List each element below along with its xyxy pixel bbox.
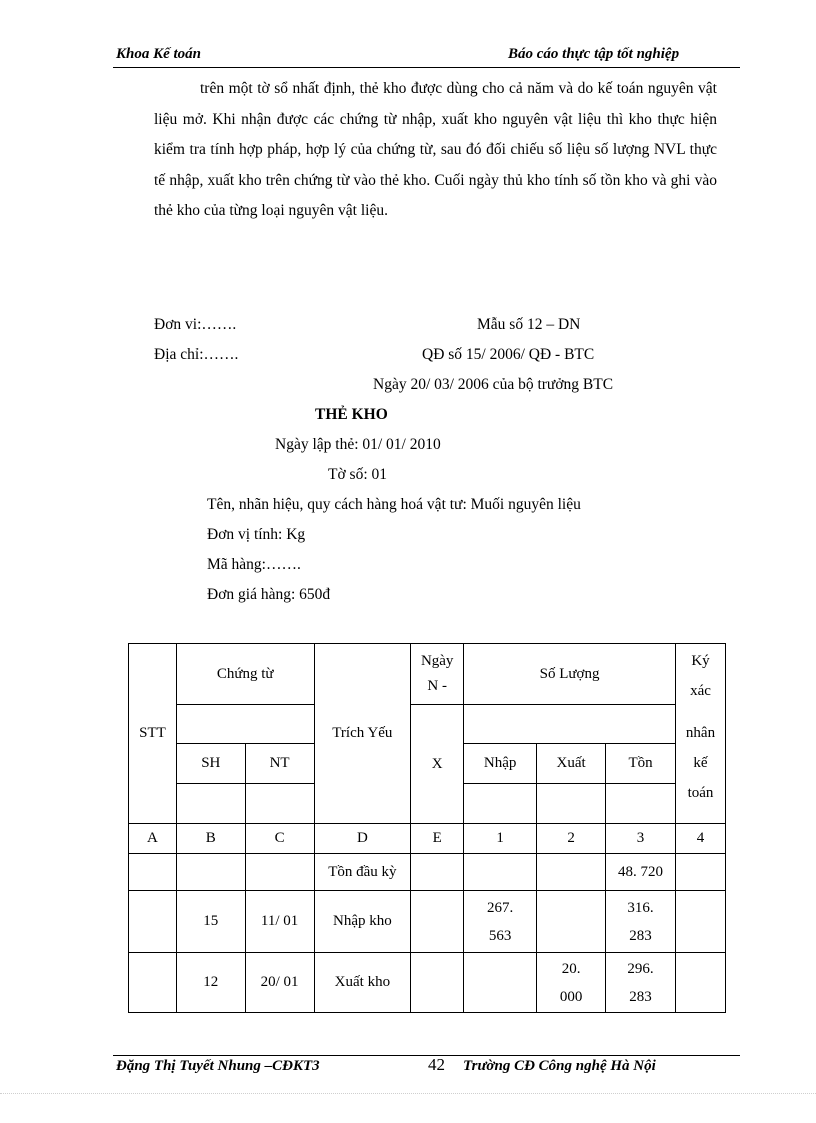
header-rule [113, 67, 740, 68]
cell-nhap [464, 953, 537, 1013]
form-address: Địa chỉ:……. [154, 346, 239, 363]
header-so-luong: Số Lượng [464, 644, 676, 705]
cell-date [411, 891, 464, 953]
page-title: THẺ KHO [315, 406, 388, 423]
cell-desc: Tồn đầu kỳ [314, 854, 411, 891]
table-row [129, 854, 726, 891]
header-blank-xuat [537, 784, 606, 824]
header-ky-line2: xác [690, 683, 711, 699]
header-trich-yeu: Trích Yếu [314, 644, 411, 824]
cell-nt: 20/ 01 [245, 953, 314, 1013]
code-cell: D [314, 824, 411, 854]
footer-right: Trường CĐ Công nghệ Hà Nội [463, 1058, 656, 1074]
code-cell: 1 [464, 824, 537, 854]
table-row [129, 953, 726, 1013]
code-cell: 4 [676, 824, 726, 854]
page-bottom-dotted-line [0, 1093, 816, 1094]
cell-xuat [537, 891, 606, 953]
form-template-no: Mẫu số 12 – DN [477, 316, 581, 333]
cell-sh: 12 [176, 953, 245, 1013]
header-blank-nt [245, 784, 314, 824]
header-ky-xac-nhan [676, 644, 726, 824]
code-cell: A [129, 824, 177, 854]
cell-nhap: 267. 563 [464, 891, 537, 953]
header-ngay-x: X [411, 705, 464, 824]
page-number: 42 [428, 1055, 445, 1074]
header-right: Báo cáo thực tập tốt nghiệp [508, 46, 680, 62]
cell-ton: 296. 283 [606, 953, 676, 1013]
header-left: Khoa Kế toán [116, 46, 202, 62]
cell-nt: 11/ 01 [245, 891, 314, 953]
form-item-name: Tên, nhãn hiệu, quy cách hàng hoá vật tư: Muối nguyên liệu [207, 496, 581, 513]
cell-ton: 48. 720 [606, 854, 676, 891]
header-ky-line1: Ký [691, 653, 710, 669]
cell-nhap [464, 854, 537, 891]
header-xuat: Xuất [537, 744, 606, 784]
code-cell: B [176, 824, 245, 854]
header-ngay-top [411, 644, 464, 705]
form-unit-price: Đơn giá hàng: 650đ [207, 586, 331, 603]
cell-ky [676, 854, 726, 891]
header-ton: Tồn [606, 744, 676, 784]
cell-xuat: 20. 000 [537, 953, 606, 1013]
cell-stt [129, 953, 177, 1013]
cell-stt [129, 854, 177, 891]
cell-sh [176, 854, 245, 891]
cell-desc: Nhập kho [314, 891, 411, 953]
code-row [129, 824, 726, 854]
cell-ky [676, 953, 726, 1013]
header-chung-tu: Chứng từ [176, 644, 314, 705]
header-ky-line3: nhân [685, 725, 716, 741]
header-ngay-line1: Ngày [420, 653, 454, 669]
header-stt: STT [129, 644, 177, 824]
table-row [129, 891, 726, 953]
code-cell: 2 [537, 824, 606, 854]
header-ngay-line2: N - [427, 678, 447, 694]
cell-nt [245, 854, 314, 891]
header-nhap: Nhập [464, 744, 537, 784]
cell-stt [129, 891, 177, 953]
header-blank-2 [464, 705, 676, 744]
header-blank-nhap [464, 784, 537, 824]
form-sheet-no: Tờ số: 01 [328, 466, 388, 483]
header-sh: SH [176, 744, 245, 784]
code-cell: 3 [606, 824, 676, 854]
cell-date [411, 854, 464, 891]
cell-xuat [537, 854, 606, 891]
form-item-code: Mã hàng:……. [207, 556, 301, 573]
cell-date [411, 953, 464, 1013]
footer-left: Đặng Thị Tuyết Nhung –CĐKT3 [116, 1058, 320, 1074]
header-ky-line5: toán [687, 785, 714, 801]
footer-rule [113, 1055, 740, 1056]
cell-ton: 316. 283 [606, 891, 676, 953]
form-unit-measure: Đơn vị tính: Kg [207, 526, 306, 543]
cell-desc: Xuất kho [314, 953, 411, 1013]
code-cell: E [411, 824, 464, 854]
form-decision: QĐ số 15/ 2006/ QĐ - BTC [422, 346, 595, 363]
form-created-date: Ngày lập thẻ: 01/ 01/ 2010 [275, 436, 441, 453]
code-cell: C [245, 824, 314, 854]
stock-card-table [128, 643, 726, 1013]
header-blank-1 [176, 705, 314, 744]
body-paragraph-text: trên một tờ sổ nhất định, thẻ kho được dùng cho cả năm và do kế toán nguyên vật liệu mở. Khi nhận được các chứng từ nhập, xuất kho nguyên vật liệu thì kho thực hiện kiểm tra tính hợp pháp, hợp lý của chứng từ, sau đó đối chiếu số liệu số lượng NVL thực tế nhập, xuất kho trên chứng từ vào thẻ kho. Cuối ngày thủ kho tính số tồn kho và ghi vào thẻ kho của từng loại nguyên vật liệu. [154, 80, 717, 219]
body-paragraph [154, 74, 717, 227]
form-unit: Đơn vi:……. [154, 316, 237, 333]
cell-sh: 15 [176, 891, 245, 953]
header-blank-sh [176, 784, 245, 824]
header-ky-line4: kế [693, 755, 708, 771]
header-blank-ton [606, 784, 676, 824]
form-decision-date: Ngày 20/ 03/ 2006 của bộ trưởng BTC [373, 376, 614, 393]
header-nt: NT [245, 744, 314, 784]
cell-ky [676, 891, 726, 953]
